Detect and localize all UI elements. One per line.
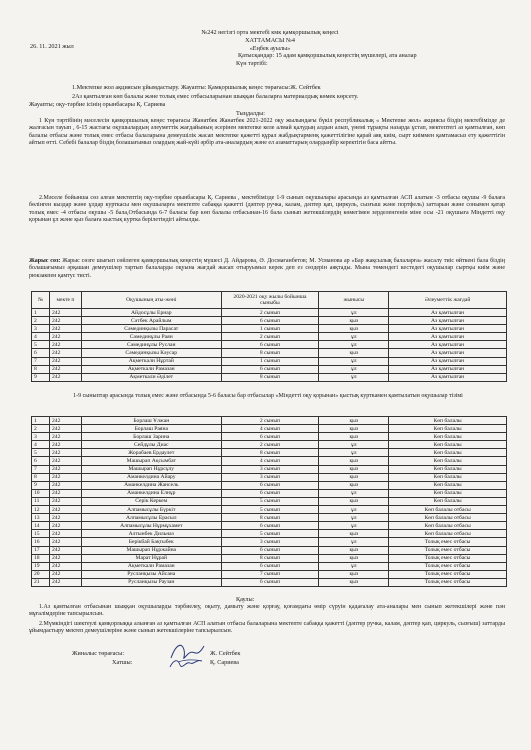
row-number: 15	[32, 530, 50, 538]
table-row	[32, 341, 507, 349]
row-number: 7	[32, 465, 50, 473]
student-class: 6 сынып	[221, 481, 319, 489]
row-number: 8	[32, 473, 50, 481]
row-school: 242	[49, 530, 81, 538]
student-gender: қыз	[319, 425, 389, 433]
student-class: 3 сынып	[221, 473, 319, 481]
student-name: Борлаш Зарина	[81, 433, 221, 441]
student-name: Русланқызы Раузан	[81, 578, 221, 586]
table-row	[32, 417, 507, 425]
header-class: 2020-2021 оқу жылы бойынша сыныбы	[221, 292, 319, 309]
row-school: 242	[49, 570, 81, 578]
table-row	[32, 309, 507, 317]
social-status: Көп балалы отбасы	[389, 522, 507, 530]
student-class: 4 сынып	[221, 425, 319, 433]
row-number: 5	[32, 341, 50, 349]
row-number: 18	[32, 554, 50, 562]
discussion-paragraph	[29, 258, 505, 280]
student-class: 6 сынып	[221, 317, 319, 325]
row-number: 10	[32, 489, 50, 497]
row-school: 242	[49, 465, 81, 473]
student-name: Машырап Нұрсұлу	[81, 465, 221, 473]
chair-name: Ж. Сейтбек	[210, 650, 241, 657]
social-status: Көп балалы	[389, 473, 507, 481]
row-school: 242	[49, 341, 81, 349]
social-status: Толық емес отбасы	[389, 570, 507, 578]
table-row	[32, 497, 507, 505]
student-name: Алпамысұлы Нұрмұхамет	[81, 522, 221, 530]
social-status: Аз қамтылған	[389, 341, 507, 349]
row-number: 7	[32, 357, 50, 365]
student-name: Русланқызы Айсана	[81, 570, 221, 578]
row-school: 242	[49, 578, 81, 586]
header-status: Әлеуметтік жағдай	[389, 292, 507, 309]
table-row	[32, 554, 507, 562]
student-gender: қыз	[319, 349, 389, 357]
student-name: Жорабаев Ердаулет	[81, 449, 221, 457]
table-header-row	[32, 292, 507, 309]
student-name: Сәмединұлы Раян	[81, 333, 221, 341]
listened-paragraph-1: 1 Күн тәртібінің мәселесін қамқоршылық кеңес төрағасы Жанатбек Жанатбек 2021-2022 оқу жылындағы бүкіл республикалық « Мектепке жол» акциясы біздің мектебімізде де жалғасын тауып , 6-15 жастағы оқушылардың әлеуметтік жағдайының әсерінен мектепке келе алмай қалудың алдын алып, үнемі тұрақты назарда ұстап, мектептегі аз қамтылған, көп балалы отбасы және толық емес отбасы балаларына демеушілік жасап мектепке қажетті құрал жабдықтарменқ қажеттілігіне қарай аяқ киім, сырт киіммен қамтамасыз ету қажеттігін айтып өтті. Себебі балалар біздің болашағымыз олардың жай-күйі әрбір ата-аналардың және ел азаматтарың олардыңбір керектігін баса айтты.	[29, 118, 505, 147]
student-gender: қыз	[319, 317, 389, 325]
student-gender: ұл	[319, 373, 389, 381]
student-gender: ұл	[319, 333, 389, 341]
row-school: 242	[49, 441, 81, 449]
row-number: 17	[32, 546, 50, 554]
student-name: Алпамысұлы Бүркіт	[81, 506, 221, 514]
row-number: 9	[32, 373, 50, 381]
agenda-item-3: Жауапты; оқу-тәрбие ісінің орынбасары Қ. Сариева	[29, 101, 166, 108]
decisions-title: Қаулы:	[236, 596, 255, 603]
student-class: 5 сынып	[221, 506, 319, 514]
table-row	[32, 317, 507, 325]
student-gender: ұл	[319, 506, 389, 514]
student-gender: ұл	[319, 441, 389, 449]
secretary-signature-icon	[168, 655, 204, 673]
student-class: 4 сынып	[221, 457, 319, 465]
student-class: 2 сынып	[221, 309, 319, 317]
student-class: 8 сынып	[221, 449, 319, 457]
table-row	[32, 546, 507, 554]
table-row	[32, 514, 507, 522]
table-row	[32, 522, 507, 530]
participants: Қатысқандар: 15 адам қамқоршылық кеңестің мүшелері, ата аналар	[238, 52, 417, 59]
social-status: Көп балалы	[389, 433, 507, 441]
student-class: 6 сынып	[221, 562, 319, 570]
student-gender: қыз	[319, 417, 389, 425]
student-gender: қыз	[319, 554, 389, 562]
secretary-label: Хатшы:	[112, 659, 133, 666]
table-row	[32, 349, 507, 357]
meeting-place: «Еңбек ауылы»	[249, 45, 291, 52]
table-row	[32, 325, 507, 333]
student-name: Аманкелдина Елнұр	[81, 489, 221, 497]
row-school: 242	[49, 325, 81, 333]
student-name: Аманкелдина Жансель	[81, 481, 221, 489]
student-name: Берікбай Бақтыбек	[81, 538, 221, 546]
table-row	[32, 530, 507, 538]
table-row	[32, 357, 507, 365]
row-school: 242	[49, 425, 81, 433]
table-row	[32, 373, 507, 381]
social-status: Көп балалы	[389, 449, 507, 457]
student-gender: қыз	[319, 481, 389, 489]
row-number: 19	[32, 562, 50, 570]
row-number: 9	[32, 481, 50, 489]
table-row	[32, 562, 507, 570]
decision-2: 2.Мүмкіндігі шектеулі қамқорлыққа алынған аз қамтылған АСП алатын отбасы балаларына мектепте сабаққа қажетті (дәптер ручка, калам, дәптер қап, циркуль, сызғыш) заттарды ұйымдастыру мектеп демеушілеріне және сынып жетекшілеріне тапсырылсын.	[29, 621, 505, 635]
agenda-item-2: 2Аз қамтылған көп балалы және толық емес отбасыларынан шыққан балаларға материалдық көмек көрсету.	[72, 93, 359, 100]
header-number: №	[32, 292, 50, 309]
school-title: №242 негізгі орта мектебі кмк қамқоршылық кеңесі	[201, 29, 339, 36]
row-school: 242	[49, 333, 81, 341]
row-school: 242	[49, 546, 81, 554]
student-class: 7 сынып	[221, 570, 319, 578]
table-row	[32, 425, 507, 433]
row-number: 1	[32, 309, 50, 317]
social-status: Көп балалы	[389, 497, 507, 505]
table-row	[32, 473, 507, 481]
social-status: Көп балалы	[389, 481, 507, 489]
row-school: 242	[49, 497, 81, 505]
social-status: Көп балалы отбасы	[389, 506, 507, 514]
row-school: 242	[49, 506, 81, 514]
table-2-caption: 1-9 сыныптар арасында толық емес және отбасында 5-6 баласы бар отбасылар «Міндетті оқу қорынан» қыстық курткамен қамтылатын оқушылар тізімі	[73, 393, 463, 399]
student-class: 8 сынып	[221, 514, 319, 522]
row-school: 242	[49, 373, 81, 381]
student-name: Ақметкали Рамазан	[81, 562, 221, 570]
row-number: 2	[32, 317, 50, 325]
row-school: 242	[49, 489, 81, 497]
social-status: Аз қамтылған	[389, 365, 507, 373]
student-class: 8 сынып	[221, 373, 319, 381]
student-gender: қыз	[319, 457, 389, 465]
student-class: 2 сынып	[221, 441, 319, 449]
meeting-date: 26. 11. 2021 жыл	[30, 43, 74, 50]
header-name: Оқушының аты-жөні	[81, 292, 221, 309]
row-number: 3	[32, 433, 50, 441]
row-school: 242	[49, 365, 81, 373]
student-gender: қыз	[319, 578, 389, 586]
header-school: мекте п	[49, 292, 81, 309]
row-school: 242	[49, 514, 81, 522]
student-gender: қыз	[319, 497, 389, 505]
student-name: Ақметкали Нұртай	[81, 357, 221, 365]
table-row	[32, 489, 507, 497]
row-school: 242	[49, 554, 81, 562]
row-school: 242	[49, 309, 81, 317]
social-status: Аз қамтылған	[389, 357, 507, 365]
table-row	[32, 433, 507, 441]
row-number: 13	[32, 514, 50, 522]
student-class: 6 сынып	[221, 578, 319, 586]
student-name: Алпамысұлы Ерасыл	[81, 514, 221, 522]
row-number: 4	[32, 441, 50, 449]
student-class: 3 сынып	[221, 538, 319, 546]
social-status: Аз қамтылған	[389, 349, 507, 357]
student-name: Борлаш Раяна	[81, 425, 221, 433]
row-number: 20	[32, 570, 50, 578]
row-number: 5	[32, 449, 50, 457]
row-number: 1	[32, 417, 50, 425]
social-status: Толық емес отбасы	[389, 538, 507, 546]
student-class: 6 сынып	[221, 546, 319, 554]
student-gender: ұл	[319, 522, 389, 530]
row-number: 12	[32, 506, 50, 514]
row-school: 242	[49, 457, 81, 465]
student-gender: қыз	[319, 325, 389, 333]
row-school: 242	[49, 562, 81, 570]
student-name: Алтынбек Дильназ	[81, 530, 221, 538]
social-status: Аз қамтылған	[389, 373, 507, 381]
social-status: Көп балалы	[389, 489, 507, 497]
student-gender: ұл	[319, 449, 389, 457]
student-class: 6 сынып	[221, 341, 319, 349]
student-name: Сәмединқызы Парасат	[81, 325, 221, 333]
student-class: 2 сынып	[221, 333, 319, 341]
social-status: Көп балалы	[389, 417, 507, 425]
student-name: Сейдұлы Диас	[81, 441, 221, 449]
student-class: 5 сынып	[221, 530, 319, 538]
student-name: Сәмединұлы Руслан	[81, 341, 221, 349]
document-title: ХАТТАМАСЫ №4	[245, 37, 295, 44]
listened-title: Тыңдалды:	[236, 110, 266, 117]
row-school: 242	[49, 433, 81, 441]
listened-paragraph-2: 2.Мәселе бойынша сөз алған мектептің оқу-тәрбие орынбасары Қ. Сариева , мектебімізде 1-9 сынып оқушылары арасында аз қамтылған АСП алатын -3 отбасы оқушы -9 балаға бөлінген кыздар және ұлдар курткасы мен оқушыларға мектепте сабаққа қажетті (дәптер ручка, калам, дәптер қап, циркуль, сызғыш және портфель) заттарын және сонымен қатар толық емес -4 отбасы оқушы -5 бала,Отбасында 6-7 баласы бар көп балалы отбасынан-16 бала сынып жетекшілердің көмегімен зерделенгенін міне осы -21 оқушыға Міндетті оқу қорынан ұл және қыз балаға кыстық куртка берілетіндігі айтылды.	[29, 195, 505, 224]
row-school: 242	[49, 538, 81, 546]
students-table-1	[31, 291, 507, 382]
social-status: Көп балалы отбасы	[389, 530, 507, 538]
row-number: 4	[32, 333, 50, 341]
row-number: 16	[32, 538, 50, 546]
table-row	[32, 333, 507, 341]
student-class: 3 сынып	[221, 465, 319, 473]
row-school: 242	[49, 357, 81, 365]
social-status: Аз қамтылған	[389, 317, 507, 325]
row-number: 21	[32, 578, 50, 586]
discussion-text: Жарыс сөзге шығып сөйлеген қамқоршылық кеңестің мүшесі Д. Айдарова, Ә. Досмағанбетов; М. Усманова ар «Бар жақсылық балаларға» жасалу тиіс өйткені бала біздің болашағымыз әрқашан демеушілер тартып балаларды оқуына жағдай жасап отыруымыз керек деп ез сөздерін аяқтады. Мына төмендегі кестедегі оқушылар сыртқы киім және рюкзакпен қамтус тисті.	[29, 258, 505, 279]
student-gender: ұл	[319, 538, 389, 546]
secretary-name: Қ. Сариева	[210, 659, 239, 666]
student-gender: ұл	[319, 357, 389, 365]
header-gender: жынысы	[319, 292, 389, 309]
social-status: Толық емес отбасы	[389, 562, 507, 570]
student-class: 8 сынып	[221, 554, 319, 562]
student-name: Серік Керкем	[81, 497, 221, 505]
student-gender: ұл	[319, 309, 389, 317]
table-row	[32, 465, 507, 473]
student-gender: ұл	[319, 514, 389, 522]
table-row	[32, 441, 507, 449]
student-name: Сәмединқызы Кәусар	[81, 349, 221, 357]
row-number: 11	[32, 497, 50, 505]
table-row	[32, 457, 507, 465]
table-row	[32, 570, 507, 578]
student-gender: қыз	[319, 570, 389, 578]
table-row	[32, 365, 507, 373]
agenda-item-1: 1.Мектепке жол ақциясын ұйымдастыру. Жауапты: Қамқоршылық кеңес төрағасы:Ж. Сейтбек	[72, 84, 321, 91]
social-status: Аз қамтылған	[389, 333, 507, 341]
social-status: Аз қамтылған	[389, 309, 507, 317]
student-class: 6 сынып	[221, 522, 319, 530]
table-row	[32, 506, 507, 514]
student-class: 1 сынып	[221, 357, 319, 365]
student-gender: қыз	[319, 546, 389, 554]
social-status: Толық емес отбасы	[389, 546, 507, 554]
table-row	[32, 578, 507, 586]
student-class: 5 сынып	[221, 497, 319, 505]
student-name: Марат Нұрай	[81, 554, 221, 562]
student-name: Машырап Нұржайна	[81, 546, 221, 554]
row-school: 242	[49, 522, 81, 530]
table-row	[32, 538, 507, 546]
row-number: 3	[32, 325, 50, 333]
row-school: 242	[49, 417, 81, 425]
social-status: Аз қамтылған	[389, 325, 507, 333]
row-number: 6	[32, 349, 50, 357]
student-name: Ақметкали Рамазан	[81, 365, 221, 373]
social-status: Көп балалы	[389, 425, 507, 433]
student-name: Машырап Ақсымбат	[81, 457, 221, 465]
row-number: 2	[32, 425, 50, 433]
social-status: Толық емес отбасы	[389, 554, 507, 562]
discussion-label: Жарыс сөз:	[29, 258, 61, 264]
chair-label: Жиналыс төрағасы:	[72, 650, 125, 657]
student-name: Ақметкали Әділет	[81, 373, 221, 381]
students-table-2	[31, 416, 507, 587]
student-class: 6 сынып	[221, 365, 319, 373]
student-name: Аманкелдина Айару	[81, 473, 221, 481]
student-gender: қыз	[319, 433, 389, 441]
social-status: Көп балалы отбасы	[389, 514, 507, 522]
row-school: 242	[49, 481, 81, 489]
student-gender: қыз	[319, 473, 389, 481]
student-class: 1 сынып	[221, 325, 319, 333]
social-status: Көп балалы	[389, 457, 507, 465]
student-class: 6 сынып	[221, 489, 319, 497]
student-gender: қыз	[319, 530, 389, 538]
student-name: Айдосұлы Ернар	[81, 309, 221, 317]
student-gender: ұл	[319, 562, 389, 570]
student-gender: қыз	[319, 465, 389, 473]
row-number: 14	[32, 522, 50, 530]
student-class: 8 сынып	[221, 349, 319, 357]
agenda-title: Күн тәртібі:	[236, 60, 268, 67]
student-class: 2 сынып	[221, 417, 319, 425]
row-school: 242	[49, 473, 81, 481]
row-school: 242	[49, 317, 81, 325]
student-name: Сәтбек Арайлым	[81, 317, 221, 325]
decision-1: 1.Аз қамтылған отбасынан шыққан оқушыларды тәрбиелеу, оқыту, дамыту және қорғау, қоғамдағы өмір сүруін қадағалау ата-аналары мен сынып жетекшілері және пән мұғалімдеріне тапсырылсын.	[29, 604, 505, 618]
table-row	[32, 481, 507, 489]
student-gender: ұл	[319, 341, 389, 349]
student-class: 6 сынып	[221, 433, 319, 441]
row-number: 8	[32, 365, 50, 373]
row-school: 242	[49, 349, 81, 357]
row-number: 6	[32, 457, 50, 465]
student-gender: ұл	[319, 489, 389, 497]
table-row	[32, 449, 507, 457]
social-status: Көп балалы	[389, 465, 507, 473]
student-name: Борлаш Ұлжан	[81, 417, 221, 425]
social-status: Көп балалы	[389, 441, 507, 449]
row-school: 242	[49, 449, 81, 457]
student-gender: ұл	[319, 365, 389, 373]
social-status: Толық емес отбасы	[389, 578, 507, 586]
